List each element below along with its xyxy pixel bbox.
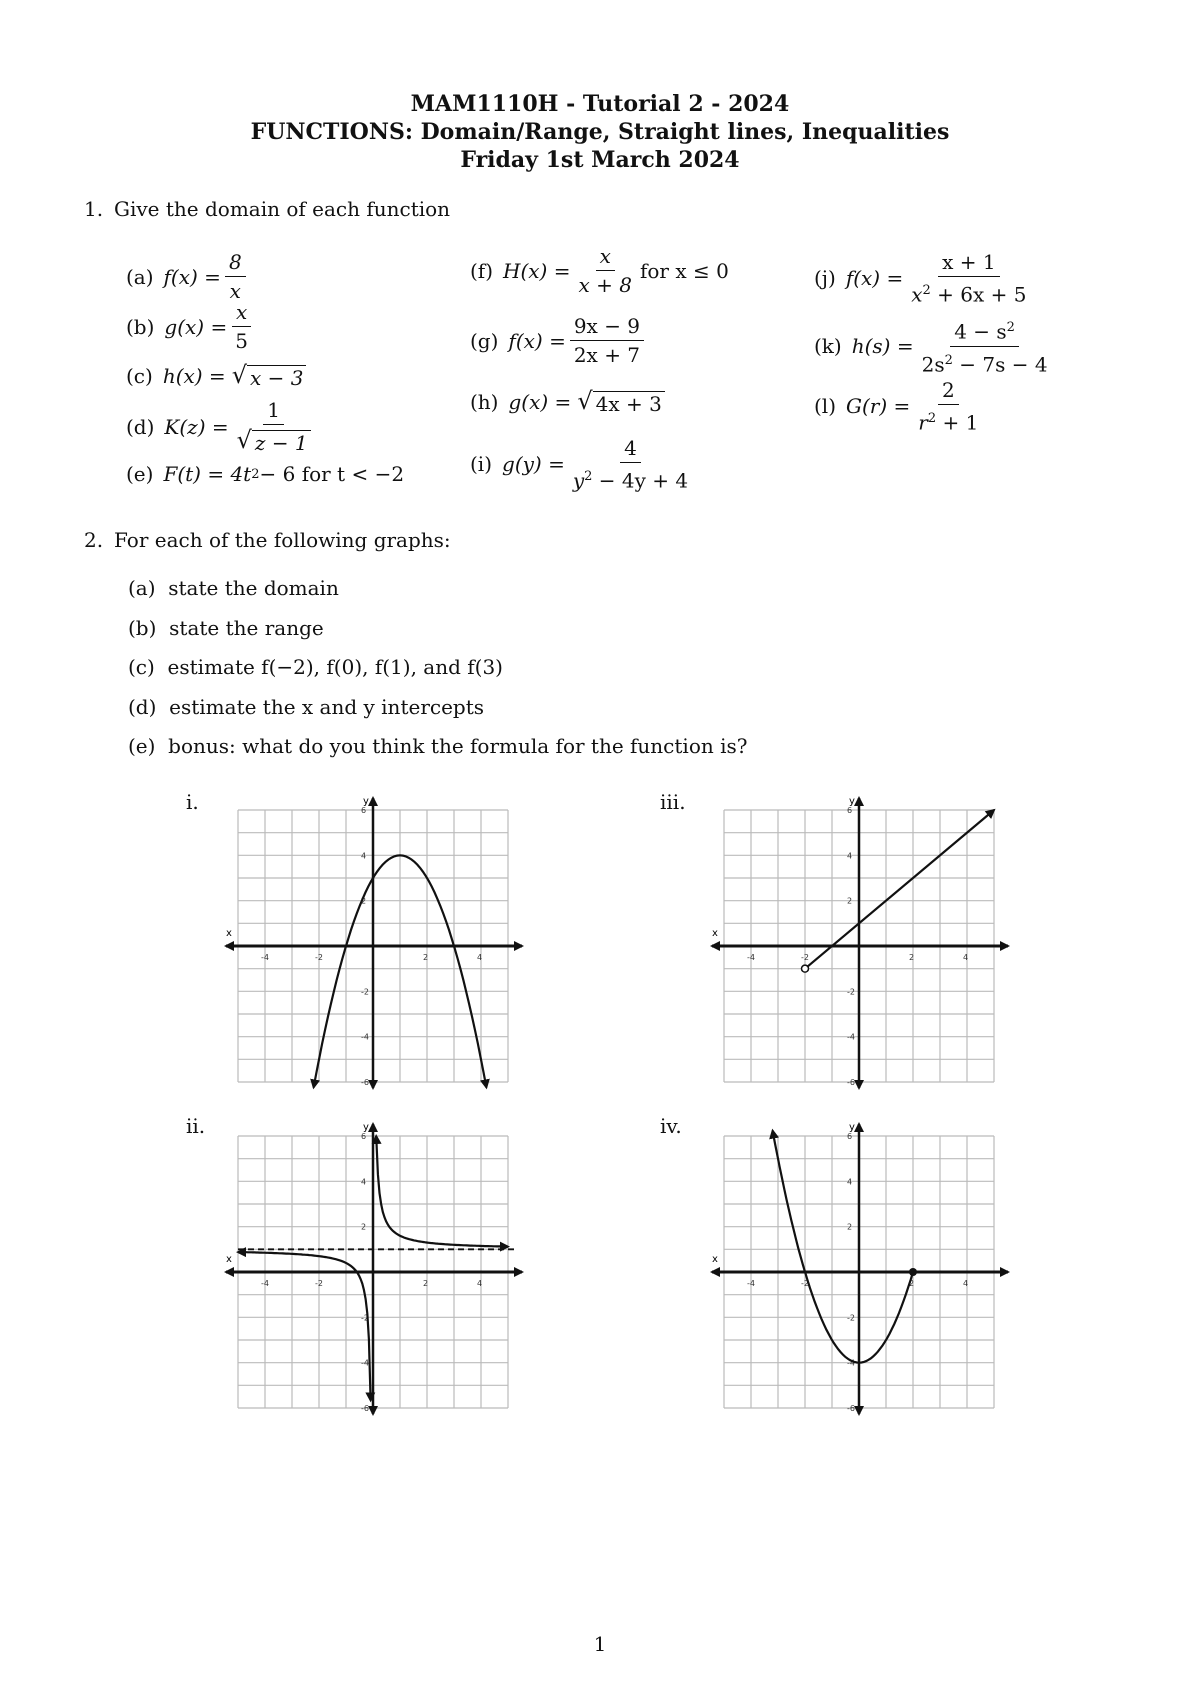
x-tick-label: -4 xyxy=(261,1279,269,1288)
q2-sub-d: (d) estimate the x and y intercepts xyxy=(128,695,485,719)
x-tick-label: -2 xyxy=(315,953,323,962)
item-label: (a) xyxy=(126,264,154,289)
x-tick-label: 4 xyxy=(477,1279,483,1288)
curve-left xyxy=(238,1252,371,1400)
q2-prompt: For each of the following graphs: xyxy=(114,528,451,552)
y-tick-label: 6 xyxy=(361,806,367,815)
graph-label-iii: iii. xyxy=(660,790,686,814)
q1-item-b: (b) g(x) = $\frac{x}{5}$ xyxy=(126,300,256,353)
y-tick-label: 2 xyxy=(361,1222,367,1232)
x-tick-label: 4 xyxy=(963,953,969,962)
x-tick-label: 4 xyxy=(963,1279,969,1288)
y-axis-label: y xyxy=(363,796,369,807)
q1-item-g: (g) f(x) = $\frac{9x - 9}{2x + 7}$ xyxy=(470,314,648,367)
x-axis-label: x xyxy=(712,1254,718,1265)
y-tick-label: -4 xyxy=(847,1032,855,1042)
x-axis-label: x xyxy=(226,1254,232,1265)
curve-right xyxy=(376,1136,508,1247)
q1-item-e: (e) F(t) = 4t 2 − 6 for t < −2 xyxy=(126,462,405,486)
x-tick-label: -2 xyxy=(801,953,809,962)
x-tick-label: 4 xyxy=(477,953,483,962)
graph-label-iv: iv. xyxy=(660,1114,682,1138)
y-tick-label: 6 xyxy=(361,1132,367,1141)
y-axis-label: y xyxy=(849,1122,855,1133)
y-tick-label: -2 xyxy=(847,987,855,997)
closed-point xyxy=(909,1268,917,1276)
y-axis-label: y xyxy=(363,1122,369,1133)
x-tick-label: -4 xyxy=(747,953,755,962)
graph-iii xyxy=(708,790,1018,1090)
q1-item-j: (j) f(x) = $\frac{x + 1}{x^2 + 6x + 5}$ xyxy=(814,250,1027,307)
x-tick-label: -4 xyxy=(747,1279,755,1288)
tutorial-date: Friday 1st March 2024 xyxy=(460,147,740,173)
y-tick-label: -4 xyxy=(361,1032,369,1042)
graph-label-i: i. xyxy=(186,790,199,814)
y-tick-label: 4 xyxy=(847,851,853,861)
fraction: $\frac{8}{x}$ xyxy=(225,250,246,303)
q2-sub-a: (a) state the domain xyxy=(128,576,339,600)
q1-item-k: (k) h(s) = $\frac{4 - s^2}{2s^2 - 7s - 4}$ xyxy=(814,316,1056,376)
q1-item-a xyxy=(126,250,250,303)
x-tick-label: 2 xyxy=(909,1279,915,1288)
y-tick-label: 2 xyxy=(847,1222,853,1232)
x-tick-label: 2 xyxy=(423,1279,429,1288)
y-tick-label: -6 xyxy=(847,1078,855,1087)
q1-item-l: (l) G(r) = $\frac{2}{r^2 + 1}$ xyxy=(814,378,979,435)
item-lhs: f(x) = xyxy=(163,264,221,289)
y-axis-label: y xyxy=(849,796,855,807)
y-tick-label: -4 xyxy=(847,1358,855,1368)
q2-number: 2. xyxy=(84,528,104,552)
q2-sub-b: (b) state the range xyxy=(128,616,324,640)
x-axis-label: x xyxy=(226,928,232,939)
graph-iv xyxy=(708,1116,1018,1416)
y-tick-label: -6 xyxy=(361,1404,369,1413)
y-tick-label: 6 xyxy=(847,1132,853,1141)
q2-sub-e: (e) bonus: what do you think the formula for the function is? xyxy=(128,734,748,758)
y-tick-label: 6 xyxy=(847,806,853,815)
y-tick-label: 4 xyxy=(361,1177,367,1187)
x-tick-label: -2 xyxy=(801,1279,809,1288)
y-tick-label: 4 xyxy=(361,851,367,861)
graph-ii xyxy=(222,1116,532,1416)
y-tick-label: -2 xyxy=(361,1313,369,1323)
x-tick-label: 2 xyxy=(423,953,429,962)
open-point xyxy=(802,965,809,972)
graph-label-ii: ii. xyxy=(186,1114,206,1138)
q1-item-c: (c) h(x) = √ x − 3 xyxy=(126,362,306,390)
x-axis-label: x xyxy=(712,928,718,939)
q1-item-d: (d) K(z) = 1 √ z − 1 xyxy=(126,398,319,455)
y-tick-label: -2 xyxy=(847,1313,855,1323)
graph-i xyxy=(222,790,532,1090)
q1-prompt: Give the domain of each function xyxy=(114,197,451,221)
y-tick-label: 2 xyxy=(361,896,367,906)
x-tick-label: 2 xyxy=(909,953,915,962)
curve xyxy=(773,1131,913,1363)
tutorial-subtitle: FUNCTIONS: Domain/Range, Straight lines, Inequalities xyxy=(250,119,950,145)
y-tick-label: -4 xyxy=(361,1358,369,1368)
q1-item-h: (h) g(x) = √ 4x + 3 xyxy=(470,388,665,416)
q2-sub-c: (c) estimate f(−2), f(0), f(1), and f(3) xyxy=(128,655,503,679)
y-tick-label: -6 xyxy=(847,1404,855,1413)
page-number: 1 xyxy=(593,1632,607,1656)
tutorial-title: MAM1110H - Tutorial 2 - 2024 xyxy=(410,91,790,117)
q1-number: 1. xyxy=(84,197,104,221)
q1-item-f: (f) H(x) = $\frac{x}{x + 8}$ for x ≤ 0 xyxy=(470,244,729,297)
q1-item-i: (i) g(y) = $\frac{4}{y^2 - 4y + 4}$ xyxy=(470,436,689,493)
x-tick-label: -4 xyxy=(261,953,269,962)
y-tick-label: 4 xyxy=(847,1177,853,1187)
y-tick-label: -6 xyxy=(361,1078,369,1087)
y-tick-label: 2 xyxy=(847,896,853,906)
x-tick-label: -2 xyxy=(315,1279,323,1288)
y-tick-label: -2 xyxy=(361,987,369,997)
